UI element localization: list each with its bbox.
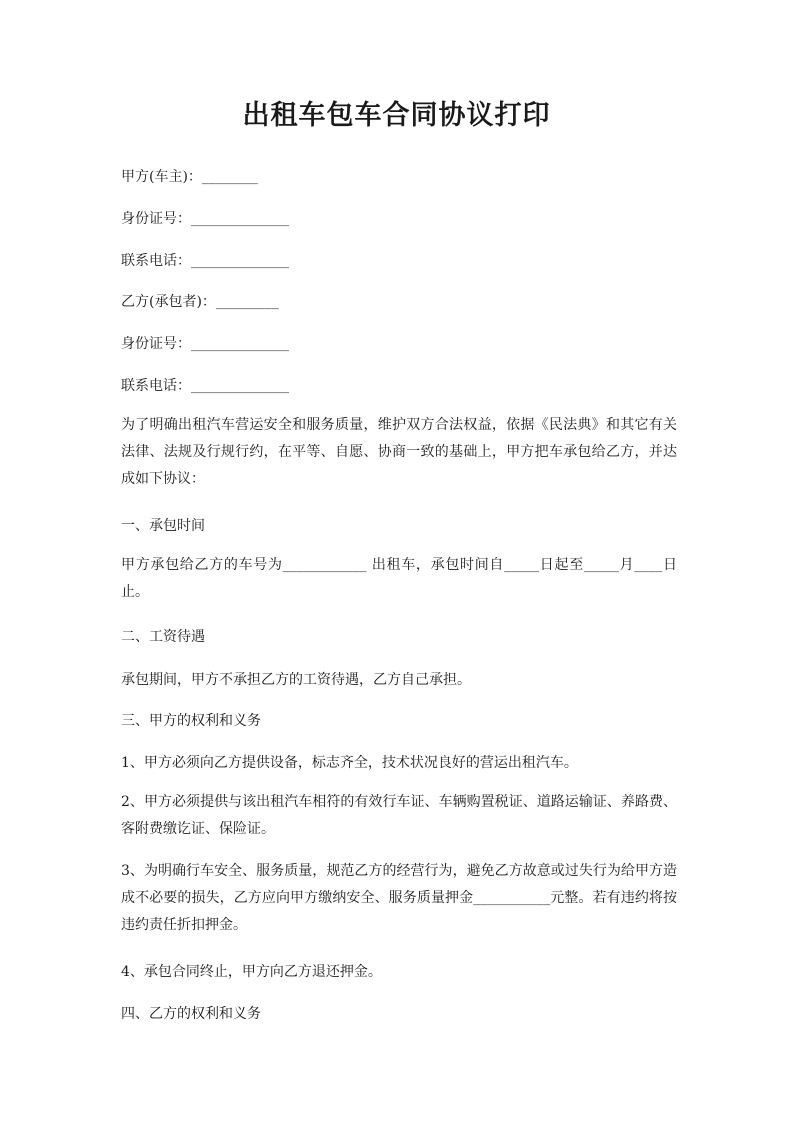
party-b-phone: 联系电话：______________: [121, 378, 289, 394]
party-a-label: 甲方(车主)：________: [121, 169, 258, 185]
section-2-heading: 二、工资待遇: [121, 629, 205, 645]
intro-paragraph: 为了明确出租汽车营运安全和服务质量，维护双方合法权益，依据《民法典》和其它有关法律、法规及行规行约，在平等、自愿、协商一致的基础上，甲方把车承包给乙方，并达成如下协议：: [121, 417, 677, 487]
section-1-text: 甲方承包给乙方的车号为____________ 出租车，承包时间自_____日起至_____月____日止。: [121, 557, 677, 600]
section-3-item: 1、甲方必须向乙方提供设备，标志齐全，技术状况良好的营运出租汽车。: [121, 755, 578, 771]
document-title: 出租车包车合同协议打印: [242, 100, 551, 131]
section-3-heading: 三、甲方的权利和义务: [121, 713, 261, 729]
party-b-label: 乙方(承包者)：_________: [121, 294, 279, 310]
section-4-heading: 四、乙方的权利和义务: [121, 1006, 261, 1022]
section-2-text: 承包期间，甲方不承担乙方的工资待遇，乙方自己承担。: [121, 672, 471, 688]
section-3-item: 2、甲方必须提供与该出租汽车相符的有效行车证、车辆购置税证、道路运输证、养路费、客附费缴讫证、保险证。: [121, 794, 677, 837]
party-a-phone: 联系电话：______________: [121, 253, 289, 269]
party-b-id-number: 身份证号：______________: [121, 336, 289, 352]
section-3-item: 4、承包合同终止，甲方向乙方退还押金。: [121, 964, 382, 980]
party-a-id-number: 身份证号：______________: [121, 211, 289, 227]
section-3-item: 3、为明确行车安全、服务质量，规范乙方的经营行为，避免乙方故意或过失行为给甲方造成不必要的损失，乙方应向甲方缴纳安全、服务质量押金___________元整。若有违约将按违约责任折扣押金。: [121, 863, 677, 933]
section-1-heading: 一、承包时间: [121, 518, 205, 534]
